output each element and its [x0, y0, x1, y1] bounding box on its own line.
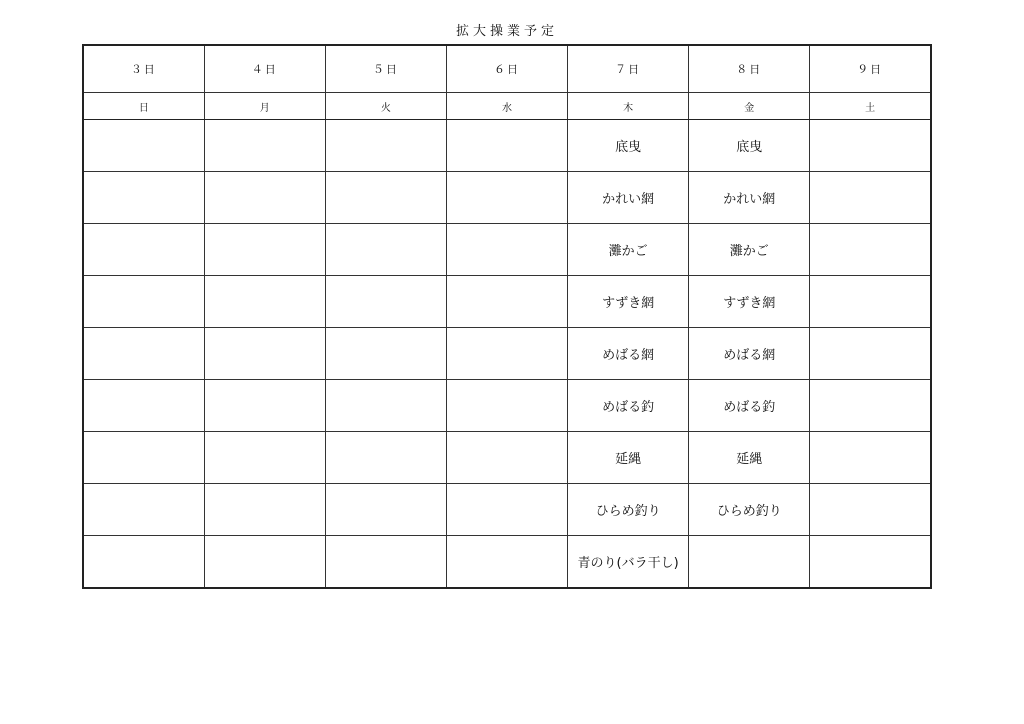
- schedule-cell: [810, 380, 931, 432]
- schedule-cell: かれい網: [689, 172, 810, 224]
- date-header-cell: ５日: [325, 45, 446, 93]
- date-header-cell: ９日: [810, 45, 931, 93]
- schedule-cell: かれい網: [568, 172, 689, 224]
- schedule-cell: [810, 224, 931, 276]
- schedule-cell: [446, 380, 567, 432]
- schedule-cell: ひらめ釣り: [568, 484, 689, 536]
- page-title: 拡大操業予定: [455, 24, 558, 39]
- schedule-cell: [83, 120, 204, 172]
- schedule-cell: [810, 536, 931, 589]
- schedule-cell: [325, 328, 446, 380]
- schedule-cell: [204, 536, 325, 589]
- date-header-cell: ３日: [83, 45, 204, 93]
- schedule-cell: [446, 120, 567, 172]
- table-row: [83, 536, 931, 589]
- schedule-cell: めばる釣: [568, 380, 689, 432]
- date-header-cell: ８日: [689, 45, 810, 93]
- date-header-cell: ７日: [568, 45, 689, 93]
- schedule-cell: [446, 536, 567, 589]
- weekday-header-cell: 木: [568, 93, 689, 120]
- schedule-cell: [325, 380, 446, 432]
- date-header-cell: ６日: [446, 45, 567, 93]
- schedule-cell: 青のり(バラ干し): [568, 536, 689, 589]
- table-row: [83, 328, 931, 380]
- schedule-cell: [83, 536, 204, 589]
- schedule-cell: [446, 224, 567, 276]
- schedule-cell: [446, 484, 567, 536]
- schedule-cell: 底曳: [689, 120, 810, 172]
- table-row: [83, 172, 931, 224]
- schedule-cell: 灘かご: [568, 224, 689, 276]
- schedule-cell: [446, 172, 567, 224]
- schedule-cell: [204, 120, 325, 172]
- schedule-cell: すずき網: [568, 276, 689, 328]
- schedule-cell: [83, 276, 204, 328]
- table-row: [83, 120, 931, 172]
- weekday-header-cell: 水: [446, 93, 567, 120]
- weekday-header-cell: 土: [810, 93, 931, 120]
- schedule-cell: [204, 276, 325, 328]
- table-row: [83, 432, 931, 484]
- date-header-cell: ４日: [204, 45, 325, 93]
- schedule-cell: [83, 224, 204, 276]
- schedule-cell: [83, 172, 204, 224]
- schedule-cell: ひらめ釣り: [689, 484, 810, 536]
- schedule-table: [82, 44, 932, 589]
- table-row: [83, 484, 931, 536]
- schedule-cell: [446, 432, 567, 484]
- schedule-cell: [810, 120, 931, 172]
- schedule-cell: [325, 224, 446, 276]
- schedule-cell: [204, 224, 325, 276]
- weekday-header-cell: 火: [325, 93, 446, 120]
- table-row: [83, 224, 931, 276]
- table-row: [83, 276, 931, 328]
- schedule-cell: [446, 276, 567, 328]
- schedule-cell: すずき網: [689, 276, 810, 328]
- schedule-cell: [83, 328, 204, 380]
- schedule-cell: 延縄: [689, 432, 810, 484]
- schedule-cell: めばる網: [689, 328, 810, 380]
- schedule-cell: めばる釣: [689, 380, 810, 432]
- schedule-cell: [446, 328, 567, 380]
- schedule-cell: [325, 120, 446, 172]
- date-header-row: [83, 45, 931, 93]
- schedule-cell: [810, 432, 931, 484]
- schedule-cell: [325, 536, 446, 589]
- schedule-cell: [810, 276, 931, 328]
- schedule-cell: [325, 172, 446, 224]
- schedule-cell: [204, 432, 325, 484]
- schedule-cell: [325, 484, 446, 536]
- schedule-cell: [325, 276, 446, 328]
- schedule-cell: [83, 432, 204, 484]
- weekday-header-cell: 月: [204, 93, 325, 120]
- schedule-cell: [204, 380, 325, 432]
- schedule-cell: めばる網: [568, 328, 689, 380]
- schedule-cell: [810, 484, 931, 536]
- schedule-cell: 底曳: [568, 120, 689, 172]
- schedule-body: [83, 120, 931, 589]
- schedule-cell: 延縄: [568, 432, 689, 484]
- schedule-cell: [204, 328, 325, 380]
- weekday-header-cell: 金: [689, 93, 810, 120]
- schedule-cell: [204, 172, 325, 224]
- schedule-cell: [689, 536, 810, 589]
- table-row: [83, 380, 931, 432]
- schedule-cell: 灘かご: [689, 224, 810, 276]
- weekday-header-row: [83, 93, 931, 120]
- schedule-cell: [83, 484, 204, 536]
- schedule-cell: [810, 328, 931, 380]
- schedule-cell: [810, 172, 931, 224]
- schedule-cell: [325, 432, 446, 484]
- weekday-header-cell: 日: [83, 93, 204, 120]
- schedule-cell: [83, 380, 204, 432]
- schedule-cell: [204, 484, 325, 536]
